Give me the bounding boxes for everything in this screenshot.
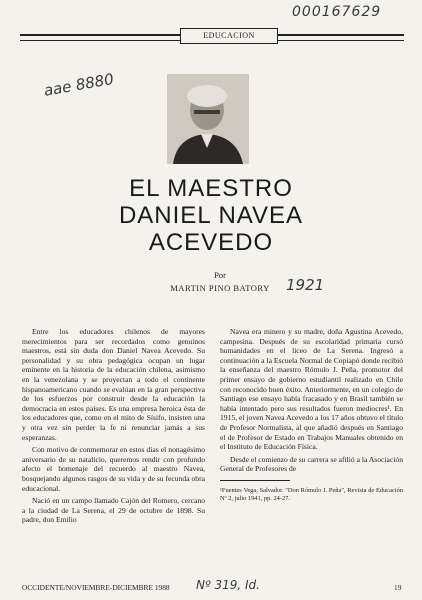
journal-footer: OCCIDENTE/NOVIEMBRE-DICIEMBRE 1988: [22, 583, 170, 592]
paragraph: Entre los educadores chilenos de mayores merecimientos para ser recordados como genuinos maestros, está sin duda don Daniel Navea Acevedo. Su personalidad y su obra pedagógica ocupan un lugar eminente en la historia de la educación chilena, asimismo en la venezolana y se proyectan a todo el continente hispanoamericano cuando se evalúan en la gran perspectiva de los esfuerzos por construir desde la educación la democracia en estos países. Es una empresa heroica ésta de los educadores que, como en el mito de Sísifo, insisten una y otra vez sin perder la fe ni renunciar jamás a sus esperanzas.: [22, 327, 205, 442]
article-column-right: [220, 327, 403, 503]
section-label: EDUCACION: [180, 28, 278, 44]
article-title-line-2: DANIEL NAVEA: [118, 202, 304, 229]
paragraph: Con motivo de conmemorar en estos días el nonagésimo aniversario de su natalicio, queremos rendir con profundo afecto el homenaje del recuerdo al maestro Navea, bosquejando algunos rasgos de su vida y de su fecunda obra educacional.: [22, 445, 205, 493]
year-annotation: 1921: [286, 276, 325, 294]
article-column-left: [22, 327, 205, 525]
footnote-divider: [220, 480, 290, 481]
article-title-line-1: EL MAESTRO: [129, 175, 293, 202]
portrait-illustration: [167, 74, 249, 164]
issue-note-annotation: Nº 319, Id.: [196, 578, 260, 592]
page-number: 19: [394, 583, 402, 592]
author-portrait-photo: [167, 74, 249, 164]
marginal-code-annotation: aae 8880: [42, 69, 116, 100]
paragraph: Navea era minero y su madre, doña Agustina Acevedo, campesina. Después de su escolaridad primaria cursó humanidades en el liceo de La Serena. Ingresó a continuación a la Escuela Normal de Copiapó donde recibió la enseñanza del maestro Rómulo J. Peña, promotor del primer ensayo de gobierno estudiantil realizado en Chile con reconocido buen éxito. Anteriormente, en un colegio de Santiago ese ensayo había fracasado y en Brasil también se había intentado pero sus resultados fueron mediocres¹. En 1915, el joven Navea Acevedo a los 17 años obtuvo el título de Profesor Normalista, al que añadió después en Santiago el de Profesor de Estado en Trabajos Manuales obtenido en el Instituto de Educación Física.: [220, 327, 403, 452]
paragraph: Nació en un campo llamado Cajón del Romero, cercano a la ciudad de La Serena, el 29 de octubre de 1898. Su padre, don Emilio: [22, 496, 205, 525]
catalog-number-annotation: 000167629: [292, 4, 382, 20]
byline-prefix: Por: [214, 270, 226, 280]
article-title-line-3: ACEVEDO: [148, 229, 274, 256]
paragraph: Desde el comienzo de su carrera se afilió a la Asociación General de Profesores de: [220, 454, 403, 474]
footnote: ¹Fuentes Vega, Salvador. "Don Rómulo J. Peña", Revista de Educación Nº 2, julio 1941, pp. 24-27.: [220, 486, 403, 502]
author-name: MARTIN PINO BATORY: [170, 283, 270, 293]
